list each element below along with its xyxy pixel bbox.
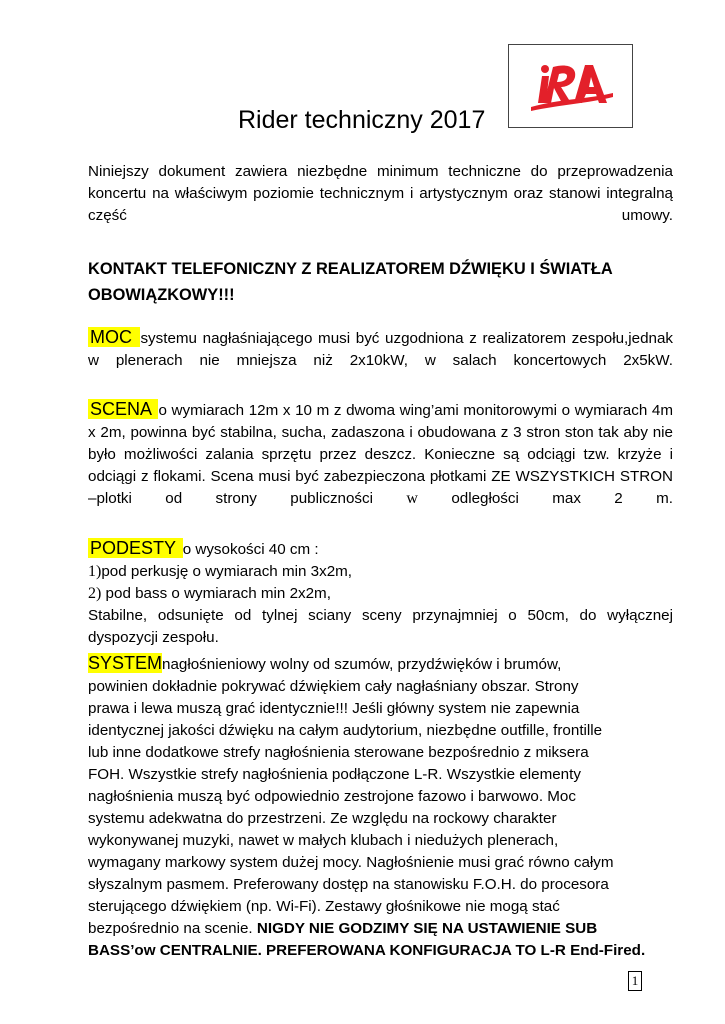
ira-logo-graphic <box>509 45 632 127</box>
system-line-13 <box>88 918 688 940</box>
moc-text: systemu nagłaśniającego musi być uzgodniona z realizatorem zespołu,jednak w plenerach nie mniejsza niż 2x10kW, w salach koncertowych 2x5kW. <box>88 330 674 369</box>
system-line-2: powinien dokładnie pokrywać dźwiękiem cały nagłaśniany obszar. Strony <box>88 678 579 695</box>
podesty-item-1 <box>88 561 673 583</box>
podesty-text: o wysokości 40 cm : <box>182 541 319 558</box>
system-line-12: sterującego dźwiękiem (np. Wi-Fi). Zestawy głośnikowe nie mogą stać <box>88 898 560 915</box>
intro-text: Niniejszy dokument zawiera niezbędne minimum techniczne do przeprowadzenia koncertu na właściwym poziomie technicznym i artystycznym oraz stanowi integralną część umowy. <box>88 163 673 224</box>
system-line-10: wymagany markowy system dużej mocy. Nagłośnienie musi grać równo całym <box>88 854 614 871</box>
contact-heading <box>88 256 688 308</box>
system-line-4: identycznej jakości dźwięku na całym audytorium, niezbędne outfille, frontille <box>88 722 603 739</box>
scena-text-c: max 2 m. <box>552 490 673 507</box>
item-1-number: 1) <box>88 563 102 580</box>
system-line-13-bold: NIGDY NIE GODZIMY SIĘ NA USTAWIENIE SUB <box>256 920 598 937</box>
scena-text-b: odległości <box>451 490 519 507</box>
moc-paragraph <box>88 326 673 372</box>
scena-serif-w: w <box>406 490 418 507</box>
podesty-text-2: Stabilne, odsunięte od tylnej sciany sceny przynajmniej o 50cm, do wyłącznej dyspozycji zespołu. <box>88 607 673 646</box>
ira-logo <box>508 44 633 128</box>
podesty-item-2 <box>88 583 673 605</box>
heading-line-2: OBOWIĄZKOWY!!! <box>88 286 235 304</box>
item-2-text: pod bass o wymiarach min 2x2m, <box>101 585 331 602</box>
moc-label: MOC <box>90 327 139 347</box>
system-paragraph <box>88 652 688 962</box>
scena-text: o wymiarach 12m x 10 m z dwoma wing’ami monitorowymi o wymiarach 4m x 2m, powinna być stabilna, sucha, zadaszona i obudowana z 3 stron ston tak aby nie było możliwości zalania sprzętu przez deszcz. Konieczne są odciągi tzw. krzyże i odciągi z flokami. Scena musi być zabezpieczona płotkami ZE WSZYSTKICH STRON –plotki od strony publiczności <box>88 402 674 507</box>
heading-line-1: KONTAKT TELEFONICZNY Z REALIZATOREM DŹWIĘKU I ŚWIATŁA <box>88 260 613 278</box>
page-number: 1 <box>628 971 642 991</box>
podesty-paragraph <box>88 537 673 649</box>
system-line-9: wykonywanej muzyki, nawet w małych klubach i niedużych plenerach, <box>88 832 559 849</box>
system-line-1 <box>88 652 688 676</box>
system-line-11: słyszalnym pasmem. Preferowany dostęp na stanowisku F.O.H. do procesora <box>88 876 609 893</box>
item-2-number: 2) <box>88 585 102 602</box>
intro-paragraph <box>88 161 673 227</box>
scena-label: SCENA <box>90 399 157 419</box>
podesty-line <box>88 537 673 561</box>
podesty-label: PODESTY <box>90 538 181 558</box>
item-1-text: pod perkusję o wymiarach min 3x2m, <box>101 563 353 580</box>
page-title: Rider techniczny 2017 <box>238 106 486 134</box>
system-line-3: prawa i lewa muszą grać identycznie!!! Jeśli główny system nie zapewnia <box>88 700 580 717</box>
system-line-8: systemu adekwatna do przestrzeni. Ze względu na rockowy charakter <box>88 810 557 827</box>
system-line-13-text: bezpośrednio na scenie. <box>88 920 257 937</box>
system-line-5: lub inne dodatkowe strefy nagłośnienia sterowane bezpośrednio z miksera <box>88 744 589 761</box>
system-line-7: nagłośnienia muszą być odpowiednio zestrojone fazowo i barwowo. Moc <box>88 788 576 805</box>
system-line-6: FOH. Wszystkie strefy nagłośnienia podłączone L-R. Wszystkie elementy <box>88 766 581 783</box>
scena-paragraph <box>88 398 673 510</box>
system-line-14: BASS’ow CENTRALNIE. PREFEROWANA KONFIGURACJA TO L-R End-Fired. <box>88 942 646 959</box>
system-line-1-text: nagłośnieniowy wolny od szumów, przydźwięków i brumów, <box>162 656 562 673</box>
system-label: SYSTEM <box>88 653 163 673</box>
